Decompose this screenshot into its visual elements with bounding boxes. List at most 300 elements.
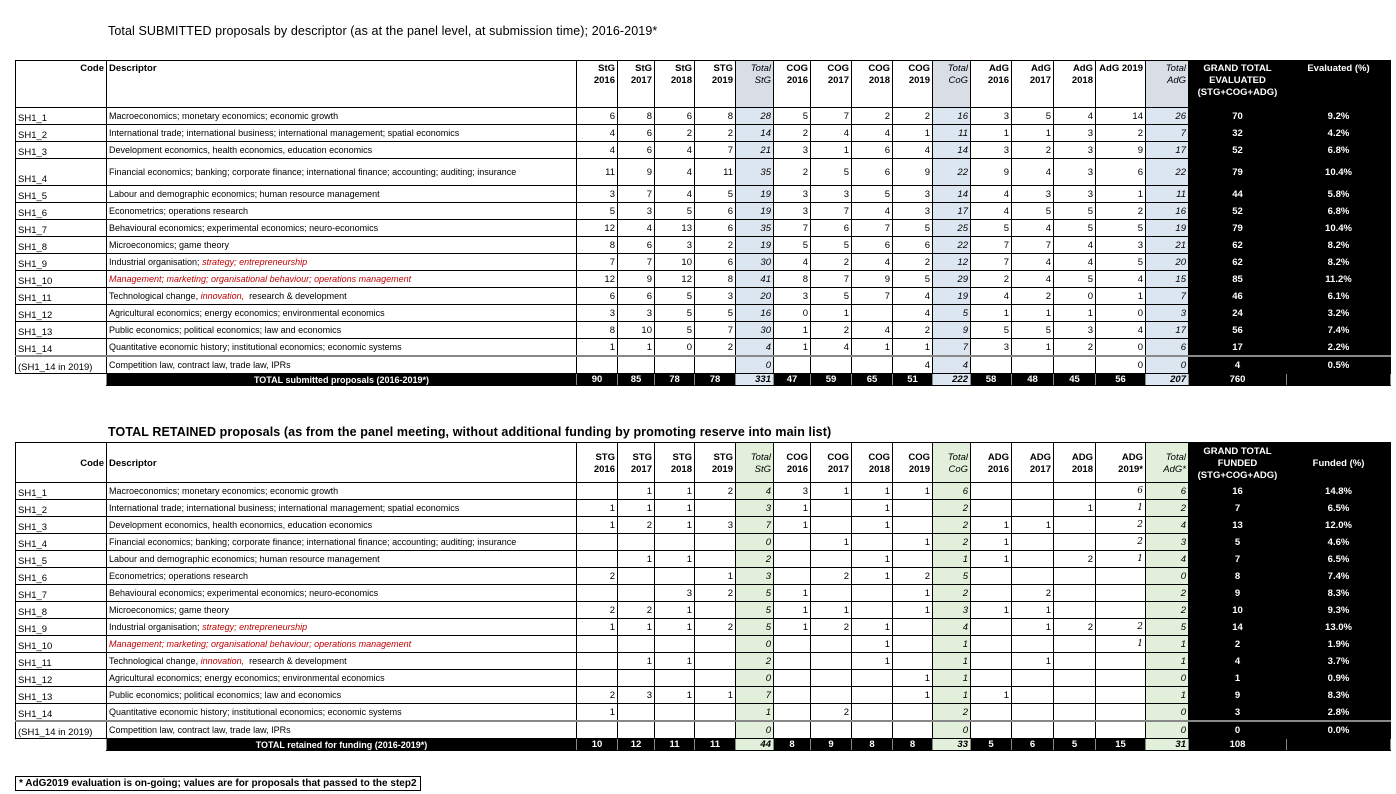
value-cell xyxy=(618,704,655,722)
descriptor-text: Microeconomics; game theory xyxy=(107,602,577,619)
value-cell: 1 xyxy=(618,619,655,636)
descriptor-text: Econometrics; operations research xyxy=(107,568,577,585)
percentage-cell: 14.8% xyxy=(1287,483,1391,500)
value-cell: 5 xyxy=(695,305,736,322)
value-cell: 6 xyxy=(618,237,655,254)
value-cell: 2 xyxy=(933,500,971,517)
value-cell: 2 xyxy=(655,125,695,142)
value-cell xyxy=(971,653,1012,670)
value-cell: 2 xyxy=(1054,551,1096,568)
value-cell: 14 xyxy=(736,125,774,142)
value-cell: 17 xyxy=(933,203,971,220)
value-cell: 5 xyxy=(1054,220,1096,237)
descriptor-text xyxy=(107,653,577,670)
value-cell xyxy=(852,721,893,739)
value-cell: 2 xyxy=(893,254,933,271)
value-cell: 1 xyxy=(577,517,618,534)
value-cell: 5 xyxy=(1054,271,1096,288)
value-cell: 4 xyxy=(1054,237,1096,254)
descriptor-code: SH1_3 xyxy=(16,517,107,534)
descriptor-code: SH1_11 xyxy=(16,653,107,670)
column-header: COG 2018 xyxy=(852,443,893,483)
total-value-cell: 222 xyxy=(933,374,971,386)
value-cell: 0 xyxy=(1146,721,1189,739)
percentage-cell: 9.2% xyxy=(1287,108,1391,125)
table-row xyxy=(16,534,1391,551)
grand-total-cell: 16 xyxy=(1189,483,1287,500)
total-value-cell: 78 xyxy=(655,374,695,386)
value-cell: 1 xyxy=(1096,636,1146,653)
value-cell: 7 xyxy=(618,254,655,271)
descriptor-code: SH1_1 xyxy=(16,108,107,125)
value-cell: 30 xyxy=(736,322,774,339)
table-row xyxy=(16,108,1391,125)
value-cell: 30 xyxy=(736,254,774,271)
value-cell: 5 xyxy=(1054,203,1096,220)
value-cell xyxy=(695,551,736,568)
grand-total-cell: 0 xyxy=(1189,721,1287,739)
descriptor-text: Competition law, contract law, trade law, IPRs xyxy=(107,721,577,739)
value-cell: 1 xyxy=(655,619,695,636)
value-cell: 2 xyxy=(811,322,852,339)
value-cell: 4 xyxy=(1012,220,1054,237)
value-cell xyxy=(577,483,618,500)
value-cell: 9 xyxy=(893,159,933,186)
table-row xyxy=(16,288,1391,305)
value-cell: 2 xyxy=(695,585,736,602)
value-cell: 7 xyxy=(852,220,893,237)
value-cell: 1 xyxy=(1012,653,1054,670)
value-cell: 1 xyxy=(933,653,971,670)
value-cell xyxy=(695,500,736,517)
descriptor-text: Development economics, health economics, education economics xyxy=(107,517,577,534)
value-cell: 5 xyxy=(893,220,933,237)
value-cell xyxy=(971,704,1012,722)
descriptor-highlighted-text: strategy; entrepreneurship xyxy=(202,622,308,632)
grand-total-cell: 24 xyxy=(1189,305,1287,322)
value-cell: 1 xyxy=(971,551,1012,568)
value-cell xyxy=(577,670,618,687)
value-cell xyxy=(1096,704,1146,722)
value-cell: 6 xyxy=(695,254,736,271)
total-value-cell: 48 xyxy=(1012,374,1054,386)
value-cell: 2 xyxy=(577,602,618,619)
value-cell: 1 xyxy=(971,687,1012,704)
value-cell xyxy=(774,356,811,374)
percentage-cell: 6.8% xyxy=(1287,142,1391,159)
table-row xyxy=(16,220,1391,237)
table-row xyxy=(16,670,1391,687)
descriptor-text: Macroeconomics; monetary economics; economic growth xyxy=(107,483,577,500)
value-cell xyxy=(618,721,655,739)
value-cell: 3 xyxy=(736,568,774,585)
value-cell: 2 xyxy=(774,159,811,186)
grand-total-cell: 46 xyxy=(1189,288,1287,305)
value-cell: 8 xyxy=(695,108,736,125)
descriptor-code: SH1_5 xyxy=(16,551,107,568)
value-cell: 4 xyxy=(933,356,971,374)
value-cell: 2 xyxy=(695,483,736,500)
value-cell: 2 xyxy=(577,687,618,704)
value-cell: 1 xyxy=(893,483,933,500)
grand-total-cell: 5 xyxy=(1189,534,1287,551)
value-cell: 22 xyxy=(933,159,971,186)
value-cell xyxy=(774,670,811,687)
descriptor-text: Behavioural economics; experimental economics; neuro-economics xyxy=(107,220,577,237)
value-cell: 3 xyxy=(655,237,695,254)
value-cell: 4 xyxy=(971,203,1012,220)
value-cell xyxy=(774,721,811,739)
value-cell: 1 xyxy=(893,339,933,357)
descriptor-code: SH1_6 xyxy=(16,568,107,585)
column-header: STG 2019 xyxy=(695,61,736,108)
percentage-cell: 4.6% xyxy=(1287,534,1391,551)
column-header: ADG 2018 xyxy=(1054,443,1096,483)
value-cell: 2 xyxy=(1146,500,1189,517)
value-cell xyxy=(811,721,852,739)
table-row xyxy=(16,585,1391,602)
value-cell xyxy=(618,585,655,602)
total-value-cell: 33 xyxy=(933,739,971,751)
table-row xyxy=(16,203,1391,220)
value-cell: 2 xyxy=(1096,517,1146,534)
descriptor-highlighted-text: innovation, xyxy=(200,291,245,301)
value-cell xyxy=(774,687,811,704)
value-cell: 1 xyxy=(736,704,774,722)
column-header: ADG 2017 xyxy=(1012,443,1054,483)
value-cell: 0 xyxy=(1096,356,1146,374)
value-cell: 1 xyxy=(1012,619,1054,636)
value-cell xyxy=(695,670,736,687)
value-cell: 1 xyxy=(971,125,1012,142)
value-cell: 12 xyxy=(577,220,618,237)
value-cell: 4 xyxy=(971,186,1012,203)
value-cell xyxy=(1096,653,1146,670)
value-cell: 1 xyxy=(852,500,893,517)
grand-total-cell: 17 xyxy=(1189,339,1287,357)
value-cell xyxy=(1054,534,1096,551)
grand-total-cell: 4 xyxy=(1189,653,1287,670)
descriptor-text: International trade; international business; international management; spatial economics xyxy=(107,125,577,142)
value-cell: 6 xyxy=(1096,159,1146,186)
value-cell: 2 xyxy=(933,585,971,602)
value-cell: 4 xyxy=(655,159,695,186)
value-cell: 16 xyxy=(1146,203,1189,220)
descriptor-code: SH1_13 xyxy=(16,322,107,339)
value-cell xyxy=(1054,602,1096,619)
value-cell: 1 xyxy=(695,687,736,704)
value-cell xyxy=(1054,356,1096,374)
value-cell: 6 xyxy=(893,237,933,254)
value-cell: 19 xyxy=(736,186,774,203)
descriptor-code: SH1_6 xyxy=(16,203,107,220)
descriptor-highlighted-text: innovation, xyxy=(200,656,245,666)
value-cell xyxy=(1012,356,1054,374)
value-cell: 4 xyxy=(852,254,893,271)
value-cell: 1 xyxy=(893,534,933,551)
value-cell: 21 xyxy=(1146,237,1189,254)
value-cell: 1 xyxy=(774,339,811,357)
descriptor-text xyxy=(107,619,577,636)
empty-cell xyxy=(16,374,107,386)
value-cell: 5 xyxy=(736,619,774,636)
grand-total-cell: 56 xyxy=(1189,322,1287,339)
column-header: ADG 2019* xyxy=(1096,443,1146,483)
value-cell xyxy=(1054,585,1096,602)
grand-total-evaluated-header: GRAND TOTAL EVALUATED (STG+COG+ADG) xyxy=(1189,61,1287,108)
percentage-cell: 2.2% xyxy=(1287,339,1391,357)
grand-total-cell: 62 xyxy=(1189,254,1287,271)
value-cell xyxy=(893,551,933,568)
total-row xyxy=(16,739,1391,751)
value-cell xyxy=(655,721,695,739)
value-cell xyxy=(811,517,852,534)
value-cell: 1 xyxy=(655,483,695,500)
total-value-cell: 8 xyxy=(893,739,933,751)
total-value-cell: 11 xyxy=(655,739,695,751)
value-cell xyxy=(811,585,852,602)
value-cell: 2 xyxy=(933,534,971,551)
value-cell: 1 xyxy=(774,517,811,534)
value-cell: 0 xyxy=(736,670,774,687)
value-cell xyxy=(655,636,695,653)
value-cell: 4 xyxy=(852,203,893,220)
value-cell: 0 xyxy=(736,721,774,739)
percentage-cell: 5.8% xyxy=(1287,186,1391,203)
column-header: ADG 2016 xyxy=(971,443,1012,483)
value-cell: 3 xyxy=(774,288,811,305)
table-row xyxy=(16,305,1391,322)
value-cell xyxy=(655,704,695,722)
value-cell: 4 xyxy=(893,142,933,159)
value-cell: 2 xyxy=(893,322,933,339)
value-cell: 16 xyxy=(736,305,774,322)
value-cell xyxy=(811,500,852,517)
value-cell xyxy=(1012,483,1054,500)
table-row xyxy=(16,159,1391,186)
column-header: COG 2017 xyxy=(811,61,852,108)
value-cell: 3 xyxy=(1054,142,1096,159)
grand-total-sum-cell: 760 xyxy=(1189,374,1287,386)
total-value-cell: 207 xyxy=(1146,374,1189,386)
value-cell xyxy=(971,670,1012,687)
value-cell xyxy=(695,704,736,722)
value-cell: 21 xyxy=(736,142,774,159)
value-cell: 9 xyxy=(971,159,1012,186)
value-cell: 2 xyxy=(736,551,774,568)
value-cell: 5 xyxy=(933,305,971,322)
value-cell: 7 xyxy=(695,142,736,159)
value-cell xyxy=(1012,551,1054,568)
value-cell: 0 xyxy=(774,305,811,322)
value-cell: 5 xyxy=(1012,108,1054,125)
value-cell: 2 xyxy=(811,619,852,636)
value-cell: 1 xyxy=(852,568,893,585)
value-cell: 7 xyxy=(933,339,971,357)
table-row xyxy=(16,254,1391,271)
total-value-cell: 56 xyxy=(1096,374,1146,386)
value-cell: 8 xyxy=(618,108,655,125)
value-cell: 1 xyxy=(933,687,971,704)
value-cell: 1 xyxy=(655,517,695,534)
percentage-cell: 7.4% xyxy=(1287,322,1391,339)
descriptor-code: SH1_10 xyxy=(16,271,107,288)
value-cell: 4 xyxy=(893,305,933,322)
descriptor-text: Agricultural economics; energy economics; environmental economics xyxy=(107,670,577,687)
percentage-cell: 9.3% xyxy=(1287,602,1391,619)
value-cell: 1 xyxy=(933,636,971,653)
value-cell: 5 xyxy=(655,203,695,220)
descriptor-code: SH1_13 xyxy=(16,687,107,704)
value-cell: 6 xyxy=(655,108,695,125)
value-cell: 4 xyxy=(852,125,893,142)
value-cell xyxy=(655,670,695,687)
value-cell: 2 xyxy=(1146,585,1189,602)
value-cell: 3 xyxy=(618,203,655,220)
descriptor-text xyxy=(107,636,577,653)
value-cell: 1 xyxy=(811,534,852,551)
value-cell: 1 xyxy=(811,602,852,619)
value-cell xyxy=(893,636,933,653)
descriptor-code: SH1_4 xyxy=(16,159,107,186)
percentage-cell: 0.0% xyxy=(1287,721,1391,739)
column-header: COG 2019 xyxy=(893,443,933,483)
value-cell: 1 xyxy=(1096,551,1146,568)
value-cell: 0 xyxy=(1054,288,1096,305)
descriptor-code: SH1_8 xyxy=(16,602,107,619)
value-cell xyxy=(852,670,893,687)
value-cell xyxy=(1096,585,1146,602)
table-row xyxy=(16,356,1391,374)
value-cell: 2 xyxy=(852,108,893,125)
column-header: StG 2018 xyxy=(655,61,695,108)
value-cell xyxy=(577,653,618,670)
value-cell: 5 xyxy=(1012,322,1054,339)
grand-total-cell: 52 xyxy=(1189,203,1287,220)
value-cell: 6 xyxy=(695,220,736,237)
value-cell: 2 xyxy=(811,254,852,271)
table-row xyxy=(16,653,1391,670)
descriptor-text: Public economics; political economics; law and economics xyxy=(107,687,577,704)
descriptor-code: SH1_4 xyxy=(16,534,107,551)
grand-total-cell: 79 xyxy=(1189,220,1287,237)
value-cell xyxy=(1012,534,1054,551)
value-cell xyxy=(1054,568,1096,585)
value-cell: 9 xyxy=(933,322,971,339)
descriptor-text: Agricultural economics; energy economics; environmental economics xyxy=(107,305,577,322)
value-cell: 6 xyxy=(618,125,655,142)
value-cell: 1 xyxy=(971,517,1012,534)
descriptor-plain-text: Industrial organisation; xyxy=(109,622,203,632)
value-cell: 11 xyxy=(695,159,736,186)
descriptor-text: Behavioural economics; experimental economics; neuro-economics xyxy=(107,585,577,602)
value-cell: 1 xyxy=(577,339,618,357)
grand-total-cell: 2 xyxy=(1189,636,1287,653)
percentage-cell: 1.9% xyxy=(1287,636,1391,653)
table-row xyxy=(16,636,1391,653)
column-header: STG 2017 xyxy=(618,443,655,483)
value-cell: 1 xyxy=(971,534,1012,551)
grand-total-cell: 14 xyxy=(1189,619,1287,636)
value-cell: 1 xyxy=(811,305,852,322)
percentage-cell: 10.4% xyxy=(1287,159,1391,186)
value-cell: 1 xyxy=(893,125,933,142)
value-cell: 7 xyxy=(736,687,774,704)
descriptor-text xyxy=(107,271,577,288)
value-cell: 6 xyxy=(811,220,852,237)
table-row xyxy=(16,517,1391,534)
descriptor-text xyxy=(107,288,577,305)
percentage-cell: 2.8% xyxy=(1287,704,1391,722)
value-cell: 1 xyxy=(852,619,893,636)
funded-pct-header: Funded (%) xyxy=(1287,443,1391,483)
value-cell: 11 xyxy=(1146,186,1189,203)
value-cell: 9 xyxy=(852,271,893,288)
value-cell: 1 xyxy=(655,687,695,704)
value-cell xyxy=(971,356,1012,374)
value-cell: 7 xyxy=(811,271,852,288)
value-cell xyxy=(618,356,655,374)
descriptor-code: SH1_7 xyxy=(16,220,107,237)
value-cell: 7 xyxy=(811,203,852,220)
value-cell: 3 xyxy=(893,186,933,203)
value-cell: 6 xyxy=(852,142,893,159)
value-cell: 2 xyxy=(1096,619,1146,636)
value-cell: 2 xyxy=(695,125,736,142)
descriptor-code: SH1_3 xyxy=(16,142,107,159)
value-cell xyxy=(893,653,933,670)
grand-total-cell: 3 xyxy=(1189,704,1287,722)
total-value-cell: 78 xyxy=(695,374,736,386)
value-cell xyxy=(852,356,893,374)
value-cell: 20 xyxy=(1146,254,1189,271)
value-cell xyxy=(655,568,695,585)
value-cell: 1 xyxy=(1012,125,1054,142)
value-cell: 2 xyxy=(1054,339,1096,357)
value-cell xyxy=(1012,500,1054,517)
value-cell xyxy=(971,585,1012,602)
descriptor-code: SH1_2 xyxy=(16,125,107,142)
value-cell: 2 xyxy=(695,237,736,254)
table-row xyxy=(16,142,1391,159)
value-cell: 2 xyxy=(1096,534,1146,551)
percentage-cell: 12.0% xyxy=(1287,517,1391,534)
total-value-cell: 12 xyxy=(618,739,655,751)
total-value-cell: 5 xyxy=(1054,739,1096,751)
value-cell: 28 xyxy=(736,108,774,125)
value-cell: 5 xyxy=(655,288,695,305)
value-cell xyxy=(695,534,736,551)
value-cell xyxy=(695,721,736,739)
value-cell: 4 xyxy=(655,142,695,159)
column-header: AdG 2018 xyxy=(1054,61,1096,108)
total-value-cell: 85 xyxy=(618,374,655,386)
percentage-cell: 4.2% xyxy=(1287,125,1391,142)
grand-total-cell: 13 xyxy=(1189,517,1287,534)
value-cell: 26 xyxy=(1146,108,1189,125)
value-cell: 1 xyxy=(618,339,655,357)
value-cell xyxy=(852,305,893,322)
percentage-cell: 10.4% xyxy=(1287,220,1391,237)
descriptor-text: Quantitative economic history; institutional economics; economic systems xyxy=(107,704,577,722)
descriptor-code: SH1_2 xyxy=(16,500,107,517)
value-cell xyxy=(1096,568,1146,585)
value-cell xyxy=(811,636,852,653)
value-cell: 2 xyxy=(1012,288,1054,305)
percentage-cell: 3.2% xyxy=(1287,305,1391,322)
value-cell xyxy=(695,356,736,374)
total-value-cell: 59 xyxy=(811,374,852,386)
